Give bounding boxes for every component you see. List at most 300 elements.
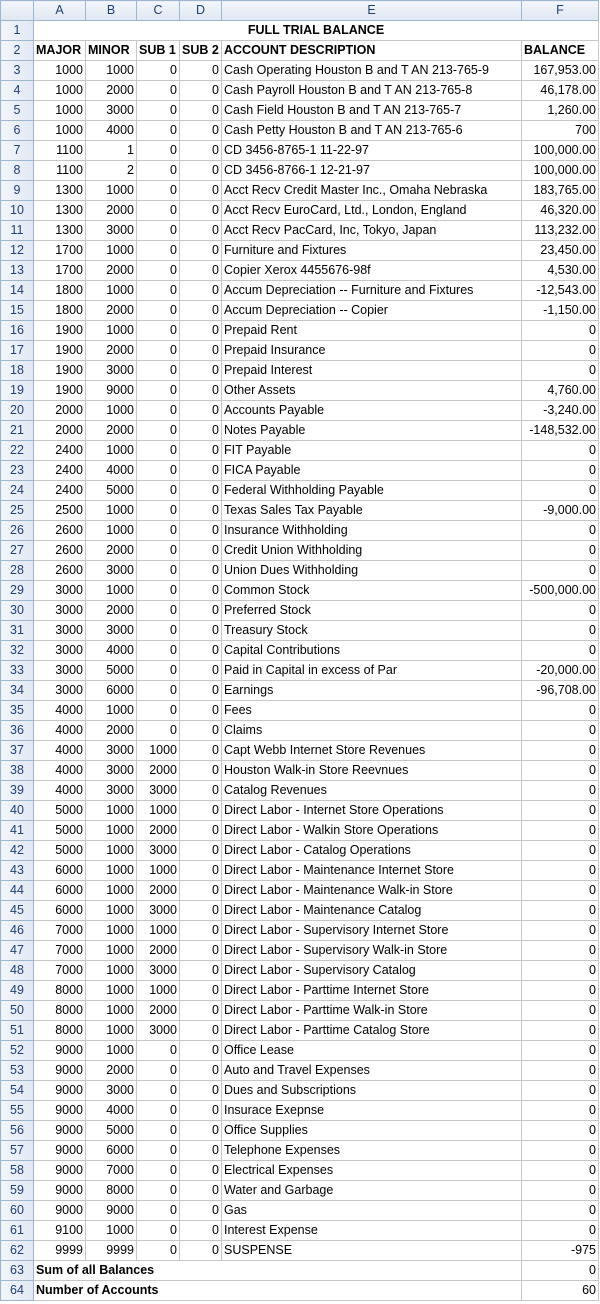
- account-description-cell[interactable]: Office Lease: [222, 1041, 522, 1061]
- sub1-cell[interactable]: 0: [137, 561, 180, 581]
- row-header[interactable]: 50: [1, 1001, 34, 1021]
- account-description-cell[interactable]: Copier Xerox 4455676-98f: [222, 261, 522, 281]
- sub1-cell[interactable]: 0: [137, 461, 180, 481]
- sub2-cell[interactable]: 0: [180, 1021, 222, 1041]
- sub2-cell[interactable]: 0: [180, 201, 222, 221]
- sub1-cell[interactable]: 0: [137, 521, 180, 541]
- balance-cell[interactable]: 0: [522, 861, 599, 881]
- account-description-cell[interactable]: Prepaid Rent: [222, 321, 522, 341]
- sub1-cell[interactable]: 0: [137, 661, 180, 681]
- balance-cell[interactable]: 0: [522, 961, 599, 981]
- row-header[interactable]: 16: [1, 321, 34, 341]
- minor-cell[interactable]: 1000: [86, 801, 137, 821]
- account-description-cell[interactable]: CD 3456-8766-1 12-21-97: [222, 161, 522, 181]
- minor-cell[interactable]: 1000: [86, 941, 137, 961]
- sheet-title-cell[interactable]: FULL TRIAL BALANCE: [34, 21, 599, 41]
- sub1-cell[interactable]: 0: [137, 1241, 180, 1261]
- row-header[interactable]: 60: [1, 1201, 34, 1221]
- major-cell[interactable]: 2400: [34, 481, 86, 501]
- account-description-cell[interactable]: Other Assets: [222, 381, 522, 401]
- column-header-f[interactable]: F: [522, 1, 599, 21]
- account-description-cell[interactable]: Interest Expense: [222, 1221, 522, 1241]
- account-description-cell[interactable]: FICA Payable: [222, 461, 522, 481]
- major-cell[interactable]: 1000: [34, 81, 86, 101]
- row-header[interactable]: 5: [1, 101, 34, 121]
- sub1-cell[interactable]: 3000: [137, 901, 180, 921]
- major-cell[interactable]: 1700: [34, 241, 86, 261]
- balance-cell[interactable]: -9,000.00: [522, 501, 599, 521]
- minor-cell[interactable]: 2000: [86, 341, 137, 361]
- row-header[interactable]: 43: [1, 861, 34, 881]
- row-header[interactable]: 52: [1, 1041, 34, 1061]
- sub1-cell[interactable]: 0: [137, 241, 180, 261]
- account-description-cell[interactable]: Acct Recv EuroCard, Ltd., London, England: [222, 201, 522, 221]
- major-cell[interactable]: 9000: [34, 1061, 86, 1081]
- balance-cell[interactable]: 0: [522, 1221, 599, 1241]
- sub2-cell[interactable]: 0: [180, 81, 222, 101]
- major-cell[interactable]: 2600: [34, 561, 86, 581]
- account-description-cell[interactable]: Capital Contributions: [222, 641, 522, 661]
- minor-cell[interactable]: 1000: [86, 441, 137, 461]
- row-header[interactable]: 35: [1, 701, 34, 721]
- sub1-cell[interactable]: 0: [137, 401, 180, 421]
- row-header[interactable]: 25: [1, 501, 34, 521]
- sub2-cell[interactable]: 0: [180, 801, 222, 821]
- minor-cell[interactable]: 4000: [86, 1101, 137, 1121]
- balance-cell[interactable]: 0: [522, 821, 599, 841]
- major-cell[interactable]: 9000: [34, 1081, 86, 1101]
- sub1-cell[interactable]: 3000: [137, 781, 180, 801]
- sub1-cell[interactable]: 0: [137, 601, 180, 621]
- minor-cell[interactable]: 2000: [86, 81, 137, 101]
- sub2-cell[interactable]: 0: [180, 221, 222, 241]
- account-description-cell[interactable]: Gas: [222, 1201, 522, 1221]
- row-header[interactable]: 38: [1, 761, 34, 781]
- major-cell[interactable]: 9000: [34, 1201, 86, 1221]
- minor-cell[interactable]: 2000: [86, 201, 137, 221]
- minor-cell[interactable]: 1000: [86, 501, 137, 521]
- balance-cell[interactable]: 0: [522, 641, 599, 661]
- major-cell[interactable]: 1900: [34, 341, 86, 361]
- column-header-c[interactable]: C: [137, 1, 180, 21]
- major-cell[interactable]: 2600: [34, 541, 86, 561]
- row-header[interactable]: 55: [1, 1101, 34, 1121]
- sub1-cell[interactable]: 0: [137, 61, 180, 81]
- balance-cell[interactable]: 0: [522, 541, 599, 561]
- header-cell-major[interactable]: MAJOR: [34, 41, 86, 61]
- row-header[interactable]: 13: [1, 261, 34, 281]
- minor-cell[interactable]: 3000: [86, 221, 137, 241]
- minor-cell[interactable]: 2000: [86, 1061, 137, 1081]
- minor-cell[interactable]: 3000: [86, 621, 137, 641]
- major-cell[interactable]: 4000: [34, 761, 86, 781]
- balance-cell[interactable]: 0: [522, 1041, 599, 1061]
- sub2-cell[interactable]: 0: [180, 1001, 222, 1021]
- balance-cell[interactable]: -1,150.00: [522, 301, 599, 321]
- sub2-cell[interactable]: 0: [180, 421, 222, 441]
- major-cell[interactable]: 1300: [34, 181, 86, 201]
- sub2-cell[interactable]: 0: [180, 181, 222, 201]
- row-header[interactable]: 12: [1, 241, 34, 261]
- sub1-cell[interactable]: 0: [137, 341, 180, 361]
- row-header[interactable]: 53: [1, 1061, 34, 1081]
- row-header[interactable]: 61: [1, 1221, 34, 1241]
- row-header[interactable]: 46: [1, 921, 34, 941]
- balance-cell[interactable]: 0: [522, 481, 599, 501]
- account-description-cell[interactable]: Houston Walk-in Store Reevnues: [222, 761, 522, 781]
- balance-cell[interactable]: 0: [522, 741, 599, 761]
- sub2-cell[interactable]: 0: [180, 1081, 222, 1101]
- balance-cell[interactable]: 46,320.00: [522, 201, 599, 221]
- sub1-cell[interactable]: 1000: [137, 861, 180, 881]
- minor-cell[interactable]: 2000: [86, 261, 137, 281]
- sub1-cell[interactable]: 0: [137, 1221, 180, 1241]
- major-cell[interactable]: 1300: [34, 221, 86, 241]
- sub2-cell[interactable]: 0: [180, 701, 222, 721]
- account-description-cell[interactable]: Accounts Payable: [222, 401, 522, 421]
- sub2-cell[interactable]: 0: [180, 141, 222, 161]
- minor-cell[interactable]: 6000: [86, 681, 137, 701]
- major-cell[interactable]: 2400: [34, 441, 86, 461]
- minor-cell[interactable]: 1000: [86, 841, 137, 861]
- major-cell[interactable]: 4000: [34, 741, 86, 761]
- account-description-cell[interactable]: Direct Labor - Maintenance Walk-in Store: [222, 881, 522, 901]
- minor-cell[interactable]: 7000: [86, 1161, 137, 1181]
- sub2-cell[interactable]: 0: [180, 741, 222, 761]
- account-description-cell[interactable]: Prepaid Insurance: [222, 341, 522, 361]
- minor-cell[interactable]: 5000: [86, 1121, 137, 1141]
- sub1-cell[interactable]: 0: [137, 681, 180, 701]
- sub2-cell[interactable]: 0: [180, 1181, 222, 1201]
- minor-cell[interactable]: 2: [86, 161, 137, 181]
- sub2-cell[interactable]: 0: [180, 781, 222, 801]
- major-cell[interactable]: 1300: [34, 201, 86, 221]
- row-header[interactable]: 42: [1, 841, 34, 861]
- balance-cell[interactable]: 0: [522, 1161, 599, 1181]
- minor-cell[interactable]: 9000: [86, 1201, 137, 1221]
- account-description-cell[interactable]: Direct Labor - Parttime Catalog Store: [222, 1021, 522, 1041]
- account-description-cell[interactable]: Union Dues Withholding: [222, 561, 522, 581]
- row-header[interactable]: 34: [1, 681, 34, 701]
- account-description-cell[interactable]: Dues and Subscriptions: [222, 1081, 522, 1101]
- sub2-cell[interactable]: 0: [180, 1141, 222, 1161]
- sub2-cell[interactable]: 0: [180, 321, 222, 341]
- balance-cell[interactable]: 23,450.00: [522, 241, 599, 261]
- sub1-cell[interactable]: 0: [137, 721, 180, 741]
- minor-cell[interactable]: 2000: [86, 601, 137, 621]
- balance-cell[interactable]: 1,260.00: [522, 101, 599, 121]
- sub1-cell[interactable]: 0: [137, 301, 180, 321]
- row-header[interactable]: 62: [1, 1241, 34, 1261]
- minor-cell[interactable]: 6000: [86, 1141, 137, 1161]
- sub2-cell[interactable]: 0: [180, 561, 222, 581]
- sub2-cell[interactable]: 0: [180, 301, 222, 321]
- sub1-cell[interactable]: 3000: [137, 841, 180, 861]
- row-header[interactable]: 64: [1, 1281, 34, 1301]
- sub2-cell[interactable]: 0: [180, 821, 222, 841]
- minor-cell[interactable]: 2000: [86, 301, 137, 321]
- balance-cell[interactable]: -20,000.00: [522, 661, 599, 681]
- sub1-cell[interactable]: 0: [137, 501, 180, 521]
- sub2-cell[interactable]: 0: [180, 541, 222, 561]
- summary-label-cell[interactable]: Number of Accounts: [34, 1281, 522, 1301]
- sub2-cell[interactable]: 0: [180, 381, 222, 401]
- row-header[interactable]: 21: [1, 421, 34, 441]
- balance-cell[interactable]: 0: [522, 1101, 599, 1121]
- minor-cell[interactable]: 2000: [86, 541, 137, 561]
- minor-cell[interactable]: 2000: [86, 421, 137, 441]
- row-header[interactable]: 2: [1, 41, 34, 61]
- column-header-d[interactable]: D: [180, 1, 222, 21]
- row-header[interactable]: 32: [1, 641, 34, 661]
- sub2-cell[interactable]: 0: [180, 1061, 222, 1081]
- row-header[interactable]: 47: [1, 941, 34, 961]
- sub2-cell[interactable]: 0: [180, 1161, 222, 1181]
- sub2-cell[interactable]: 0: [180, 581, 222, 601]
- account-description-cell[interactable]: Acct Recv PacCard, Inc, Tokyo, Japan: [222, 221, 522, 241]
- major-cell[interactable]: 3000: [34, 661, 86, 681]
- balance-cell[interactable]: 0: [522, 781, 599, 801]
- sub2-cell[interactable]: 0: [180, 281, 222, 301]
- major-cell[interactable]: 7000: [34, 941, 86, 961]
- account-description-cell[interactable]: Direct Labor - Walkin Store Operations: [222, 821, 522, 841]
- major-cell[interactable]: 2500: [34, 501, 86, 521]
- sub2-cell[interactable]: 0: [180, 1241, 222, 1261]
- sub1-cell[interactable]: 0: [137, 121, 180, 141]
- sub2-cell[interactable]: 0: [180, 941, 222, 961]
- major-cell[interactable]: 4000: [34, 701, 86, 721]
- sub1-cell[interactable]: 0: [137, 161, 180, 181]
- select-all-corner[interactable]: [1, 1, 34, 21]
- balance-cell[interactable]: 0: [522, 1201, 599, 1221]
- sub1-cell[interactable]: 0: [137, 621, 180, 641]
- account-description-cell[interactable]: Federal Withholding Payable: [222, 481, 522, 501]
- sub1-cell[interactable]: 0: [137, 1041, 180, 1061]
- minor-cell[interactable]: 1000: [86, 281, 137, 301]
- minor-cell[interactable]: 1000: [86, 241, 137, 261]
- balance-cell[interactable]: 0: [522, 1001, 599, 1021]
- sub2-cell[interactable]: 0: [180, 481, 222, 501]
- balance-cell[interactable]: 0: [522, 1061, 599, 1081]
- sub1-cell[interactable]: 0: [137, 1201, 180, 1221]
- major-cell[interactable]: 3000: [34, 641, 86, 661]
- account-description-cell[interactable]: Cash Payroll Houston B and T AN 213-765-8: [222, 81, 522, 101]
- account-description-cell[interactable]: Furniture and Fixtures: [222, 241, 522, 261]
- minor-cell[interactable]: 1000: [86, 881, 137, 901]
- balance-cell[interactable]: 0: [522, 901, 599, 921]
- minor-cell[interactable]: 1000: [86, 401, 137, 421]
- major-cell[interactable]: 2600: [34, 521, 86, 541]
- balance-cell[interactable]: 0: [522, 721, 599, 741]
- sub2-cell[interactable]: 0: [180, 961, 222, 981]
- row-header[interactable]: 9: [1, 181, 34, 201]
- sub1-cell[interactable]: 1000: [137, 981, 180, 1001]
- sub1-cell[interactable]: 0: [137, 281, 180, 301]
- sub2-cell[interactable]: 0: [180, 401, 222, 421]
- row-header[interactable]: 41: [1, 821, 34, 841]
- major-cell[interactable]: 1000: [34, 101, 86, 121]
- minor-cell[interactable]: 3000: [86, 741, 137, 761]
- row-header[interactable]: 23: [1, 461, 34, 481]
- row-header[interactable]: 36: [1, 721, 34, 741]
- minor-cell[interactable]: 1000: [86, 1021, 137, 1041]
- row-header[interactable]: 44: [1, 881, 34, 901]
- sub1-cell[interactable]: 0: [137, 1101, 180, 1121]
- major-cell[interactable]: 8000: [34, 1001, 86, 1021]
- sub2-cell[interactable]: 0: [180, 241, 222, 261]
- sub1-cell[interactable]: 1000: [137, 921, 180, 941]
- balance-cell[interactable]: -148,532.00: [522, 421, 599, 441]
- balance-cell[interactable]: -3,240.00: [522, 401, 599, 421]
- sub1-cell[interactable]: 0: [137, 701, 180, 721]
- sub2-cell[interactable]: 0: [180, 61, 222, 81]
- sub1-cell[interactable]: 0: [137, 141, 180, 161]
- major-cell[interactable]: 9000: [34, 1141, 86, 1161]
- balance-cell[interactable]: 46,178.00: [522, 81, 599, 101]
- row-header[interactable]: 58: [1, 1161, 34, 1181]
- minor-cell[interactable]: 1000: [86, 181, 137, 201]
- account-description-cell[interactable]: Direct Labor - Supervisory Walk-in Store: [222, 941, 522, 961]
- row-header[interactable]: 40: [1, 801, 34, 821]
- account-description-cell[interactable]: Accum Depreciation -- Copier: [222, 301, 522, 321]
- minor-cell[interactable]: 2000: [86, 721, 137, 741]
- account-description-cell[interactable]: Direct Labor - Supervisory Internet Store: [222, 921, 522, 941]
- minor-cell[interactable]: 1000: [86, 921, 137, 941]
- major-cell[interactable]: 9100: [34, 1221, 86, 1241]
- balance-cell[interactable]: 0: [522, 841, 599, 861]
- sub1-cell[interactable]: 2000: [137, 821, 180, 841]
- sub1-cell[interactable]: 0: [137, 541, 180, 561]
- account-description-cell[interactable]: Earnings: [222, 681, 522, 701]
- row-header[interactable]: 24: [1, 481, 34, 501]
- sub2-cell[interactable]: 0: [180, 121, 222, 141]
- major-cell[interactable]: 5000: [34, 841, 86, 861]
- account-description-cell[interactable]: Cash Operating Houston B and T AN 213-765-9: [222, 61, 522, 81]
- minor-cell[interactable]: 1000: [86, 701, 137, 721]
- sub2-cell[interactable]: 0: [180, 621, 222, 641]
- account-description-cell[interactable]: Water and Garbage: [222, 1181, 522, 1201]
- major-cell[interactable]: 1000: [34, 121, 86, 141]
- sub1-cell[interactable]: 0: [137, 321, 180, 341]
- row-header[interactable]: 45: [1, 901, 34, 921]
- header-cell-account-description[interactable]: ACCOUNT DESCRIPTION: [222, 41, 522, 61]
- sub2-cell[interactable]: 0: [180, 641, 222, 661]
- major-cell[interactable]: 7000: [34, 921, 86, 941]
- column-header-b[interactable]: B: [86, 1, 137, 21]
- sub1-cell[interactable]: 0: [137, 641, 180, 661]
- sub2-cell[interactable]: 0: [180, 721, 222, 741]
- balance-cell[interactable]: 0: [522, 441, 599, 461]
- major-cell[interactable]: 2000: [34, 401, 86, 421]
- minor-cell[interactable]: 9000: [86, 381, 137, 401]
- minor-cell[interactable]: 8000: [86, 1181, 137, 1201]
- account-description-cell[interactable]: Paid in Capital in excess of Par: [222, 661, 522, 681]
- row-header[interactable]: 51: [1, 1021, 34, 1041]
- balance-cell[interactable]: 4,530.00: [522, 261, 599, 281]
- minor-cell[interactable]: 1000: [86, 61, 137, 81]
- major-cell[interactable]: 9000: [34, 1121, 86, 1141]
- balance-cell[interactable]: 0: [522, 981, 599, 1001]
- sub1-cell[interactable]: 0: [137, 1061, 180, 1081]
- account-description-cell[interactable]: Insurance Withholding: [222, 521, 522, 541]
- sub2-cell[interactable]: 0: [180, 101, 222, 121]
- major-cell[interactable]: 1900: [34, 361, 86, 381]
- account-description-cell[interactable]: SUSPENSE: [222, 1241, 522, 1261]
- balance-cell[interactable]: -500,000.00: [522, 581, 599, 601]
- sub1-cell[interactable]: 2000: [137, 941, 180, 961]
- sub2-cell[interactable]: 0: [180, 1201, 222, 1221]
- major-cell[interactable]: 3000: [34, 601, 86, 621]
- balance-cell[interactable]: 4,760.00: [522, 381, 599, 401]
- minor-cell[interactable]: 3000: [86, 361, 137, 381]
- row-header[interactable]: 14: [1, 281, 34, 301]
- balance-cell[interactable]: 100,000.00: [522, 141, 599, 161]
- header-cell-sub1[interactable]: SUB 1: [137, 41, 180, 61]
- account-description-cell[interactable]: Accum Depreciation -- Furniture and Fixtures: [222, 281, 522, 301]
- account-description-cell[interactable]: Direct Labor - Maintenance Catalog: [222, 901, 522, 921]
- minor-cell[interactable]: 1000: [86, 1221, 137, 1241]
- major-cell[interactable]: 1100: [34, 141, 86, 161]
- major-cell[interactable]: 6000: [34, 901, 86, 921]
- row-header[interactable]: 31: [1, 621, 34, 641]
- minor-cell[interactable]: 1000: [86, 521, 137, 541]
- balance-cell[interactable]: 0: [522, 561, 599, 581]
- sub2-cell[interactable]: 0: [180, 441, 222, 461]
- minor-cell[interactable]: 1000: [86, 321, 137, 341]
- balance-cell[interactable]: 0: [522, 601, 599, 621]
- major-cell[interactable]: 1800: [34, 281, 86, 301]
- row-header[interactable]: 56: [1, 1121, 34, 1141]
- row-header[interactable]: 15: [1, 301, 34, 321]
- row-header[interactable]: 1: [1, 21, 34, 41]
- account-description-cell[interactable]: Capt Webb Internet Store Revenues: [222, 741, 522, 761]
- sub1-cell[interactable]: 0: [137, 421, 180, 441]
- sub1-cell[interactable]: 0: [137, 1141, 180, 1161]
- major-cell[interactable]: 4000: [34, 721, 86, 741]
- major-cell[interactable]: 9999: [34, 1241, 86, 1261]
- row-header[interactable]: 29: [1, 581, 34, 601]
- sub2-cell[interactable]: 0: [180, 661, 222, 681]
- sub2-cell[interactable]: 0: [180, 341, 222, 361]
- row-header[interactable]: 28: [1, 561, 34, 581]
- minor-cell[interactable]: 3000: [86, 761, 137, 781]
- balance-cell[interactable]: 113,232.00: [522, 221, 599, 241]
- account-description-cell[interactable]: Auto and Travel Expenses: [222, 1061, 522, 1081]
- balance-cell[interactable]: 0: [522, 1081, 599, 1101]
- row-header[interactable]: 6: [1, 121, 34, 141]
- minor-cell[interactable]: 4000: [86, 121, 137, 141]
- row-header[interactable]: 63: [1, 1261, 34, 1281]
- major-cell[interactable]: 8000: [34, 981, 86, 1001]
- minor-cell[interactable]: 4000: [86, 461, 137, 481]
- major-cell[interactable]: 9000: [34, 1161, 86, 1181]
- sub1-cell[interactable]: 0: [137, 441, 180, 461]
- sub1-cell[interactable]: 3000: [137, 1021, 180, 1041]
- summary-label-cell[interactable]: Sum of all Balances: [34, 1261, 522, 1281]
- row-header[interactable]: 22: [1, 441, 34, 461]
- account-description-cell[interactable]: Credit Union Withholding: [222, 541, 522, 561]
- sub1-cell[interactable]: 0: [137, 381, 180, 401]
- balance-cell[interactable]: 0: [522, 1021, 599, 1041]
- sub2-cell[interactable]: 0: [180, 901, 222, 921]
- balance-cell[interactable]: 0: [522, 921, 599, 941]
- sub2-cell[interactable]: 0: [180, 601, 222, 621]
- row-header[interactable]: 57: [1, 1141, 34, 1161]
- account-description-cell[interactable]: Direct Labor - Parttime Walk-in Store: [222, 1001, 522, 1021]
- balance-cell[interactable]: 0: [522, 941, 599, 961]
- account-description-cell[interactable]: Texas Sales Tax Payable: [222, 501, 522, 521]
- minor-cell[interactable]: 3000: [86, 1081, 137, 1101]
